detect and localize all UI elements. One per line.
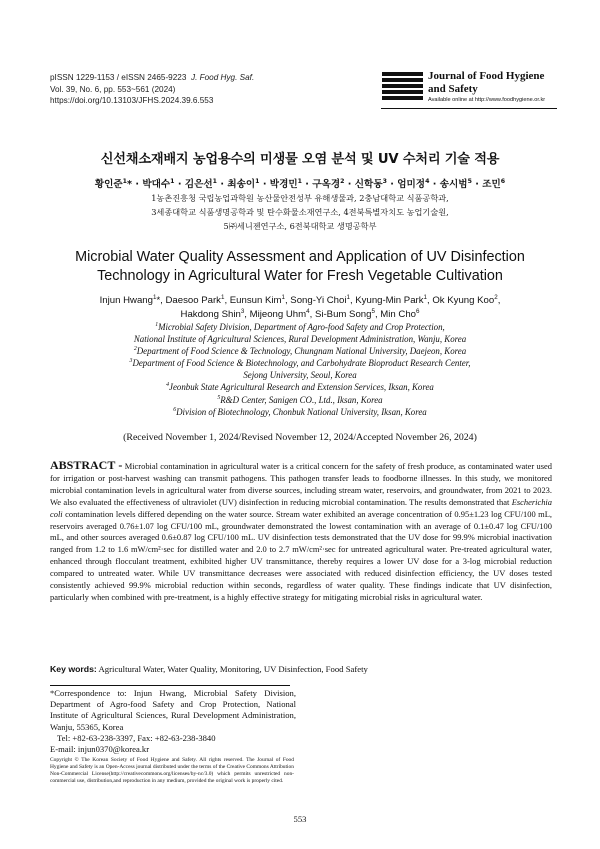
journal-logo: [382, 70, 557, 110]
english-affiliations: [0, 321, 600, 418]
received-dates: (Received November 1, 2024/Revised November 12, 2024/Accepted November 26, 2024): [123, 432, 477, 443]
english-authors-line-2: Hakdong Shin$^3$, Mijeong Uhm$^4$, Si-Bum Song$^5$, Min Cho$^6$: [180, 307, 420, 320]
footnote-rule: [50, 685, 290, 686]
korean-authors: 황인준$^1$* · 박대수$^1$ · 김은선$^1$ · 최송이$^1$ · 박경민$^1$ · 구옥경$^2$ · 신학동$^3$ · 엄미정$^4$ · 송시범$^5$ · 조민$^6$: [94, 177, 506, 190]
affiliation-2: $^2$Department of Food Science & Technology, Chungnam National University, Daejeon, Korea: [133, 346, 467, 357]
copyright-notice: Copyright © The Korean Society of Food Hygiene and Safety. All rights reserved. The Journal of Food Hygiene and Safety is an Open-Access journal distributed under the terms of the Creative Commons Attribution Non-Commercial License(http://creativecommons.org/licenses/by-nc/3.0) which permits unrestricted non-commercial use, distribution,and reproduction in any medium, provided the original work is properly cited.: [50, 757, 294, 785]
abstract: [50, 460, 552, 604]
korean-affiliation-line-3: 5㈜세니젠연구소, 6전북대학교 생명공학부: [223, 221, 377, 231]
page-number: 553: [293, 814, 307, 824]
journal-header-info: [50, 72, 254, 107]
korean-affiliation-line-1: 1농촌진흥청 국립농업과학원 농산물안전성부 유해생물과, 2충남대학교 식품공학과,: [151, 193, 449, 203]
affiliation-1-cont: National Institute of Agricultural Sciences, Rural Development Administration, Wanju, Korea: [133, 334, 467, 345]
logo-title: [428, 70, 544, 95]
header-rule: [381, 108, 557, 109]
korean-affiliation-line-2: 3세종대학교 식품생명공학과 및 탄수화물소재연구소, 4전북특별자치도 농업기술원,: [151, 207, 449, 217]
affiliation-4: $^4$Jeonbuk State Agricultural Research and Extension Services, Iksan, Korea: [166, 382, 434, 393]
abstract-label: ABSTRACT -: [50, 458, 123, 472]
keywords-label: Key words:: [50, 664, 97, 674]
journal-abbrev: J. Food Hyg. Saf.: [190, 73, 255, 82]
affiliation-3-cont: Sejong University, Seoul, Korea: [243, 370, 357, 381]
correspondence-text: *Correspondence to: Injun Hwang, Microbial Safety Division, Department of Agro-food Safety and Crop Protection, National Institute of Agricultural Sciences, Rural Development Administration, Wanju, 55365, Korea: [50, 688, 296, 732]
korean-title: 신선채소재배지 농업용수의 미생물 오염 분석 및 UV 수처리 기술 적용: [100, 152, 500, 167]
logo-title-line-1: Journal of Food Hygiene: [428, 70, 545, 82]
correspondence-email[interactable]: E-mail: injun0370@korea.kr: [50, 744, 150, 754]
logo-available-online: Available online at http://www.foodhygiene.or.kr: [428, 97, 546, 103]
english-authors: [0, 294, 600, 321]
english-title-line-1: Microbial Water Quality Assessment and Application of UV Disinfection: [75, 249, 525, 265]
english-authors-line-1: Injun Hwang$^1$*, Daesoo Park$^1$, Eunsun Kim$^1$, Song-Yi Choi$^1$, Kyung-Min Park$^1$, Ok Kyung Koo$^2$,: [99, 293, 501, 306]
logo-title-line-2: and Safety: [428, 82, 478, 95]
affiliation-3: $^3$Department of Food Science & Biotechnology, and Carbohydrate Bioproduct Research Center,: [129, 358, 471, 369]
affiliation-1: $^1$Microbial Safety Division, Department of Agro-food Safety and Crop Protection,: [155, 322, 445, 332]
keywords-text: Agricultural Water, Water Quality, Monitoring, UV Disinfection, Food Safety: [98, 664, 368, 674]
issn-line: pISSN 1229-1153 / eISSN 2465-9223: [50, 73, 187, 82]
affiliation-5: $^5$R&D Center, Sanigen CO., Ltd., Iksan, Korea: [217, 394, 383, 405]
english-title-line-2: Technology in Agricultural Water for Fresh Vegetable Cultivation: [97, 268, 503, 284]
correspondence: [50, 688, 296, 744]
affiliation-6: $^6$Division of Biotechnology, Chonbuk National University, Iksan, Korea: [173, 406, 427, 417]
logo-stripes-icon: [382, 72, 423, 106]
abstract-text-2: contamination levels differed depending on the water source. Stream water exhibited an average concentration of 0.95±1.23 log CFU/100 mL, reservoirs averaged 0.76±1.07 log CFU/100 mL, groundwater demonstrated the lowest contamination with an average of 0.1±0.47 log CFU/100 mL, and other sources averaged 0.6±0.87 log CFU/100 mL. UV disinfection tests demonstrated that the UV dose for 99.9% microbial inactivation ranged from 1.2 to 1.6 mW/cm²·sec for distilled water and 2.0 to 2.7 mW/cm²·sec for untreated agricultural water. Pre-treated agricultural water, enhanced through flocculant treatment, exhibited higher UV transmittance, thereby requires a lower UV dose for a 3-log microbial reduction compared to untreated water. While UV transmittance decreases were associated with reduced disinfection efficiency, the UV doses tested consistently achieved 99.9% microbial reduction within seconds, regardless of water quality. These findings indicate that UV disinfection, particularly when combined with pre-treatment, is a highly effective strategy for mitigating microbial risks in agricultural water.: [50, 508, 552, 602]
keywords: [50, 664, 552, 674]
abstract-species: Escherichia coli: [50, 496, 552, 519]
correspondence-tel: Tel: +82-63-238-3397, Fax: +82-63-238-3840: [57, 732, 216, 743]
abstract-text-1: Microbial contamination in agricultural water is a critical concern for the safety of fresh produce, as contaminated water used for irrigation or post-harvest washing can transmit pathogens. This pathogen transfer leads to foodborne illnesses. In this study, we monitored microbial contamination levels in agricultural water from diverse sources, including stream water, reservoirs, and groundwater, from 2021 to 2023. We also evaluated the effectiveness of ultraviolet (UV) disinfection in reducing microbial contamination. The results demonstrated that: [50, 461, 553, 507]
volume-line: Vol. 39, No. 6, pp. 553~561 (2024): [50, 84, 176, 94]
english-title: [0, 248, 600, 286]
doi-link[interactable]: https://doi.org/10.13103/JFHS.2024.39.6.553: [50, 96, 214, 106]
